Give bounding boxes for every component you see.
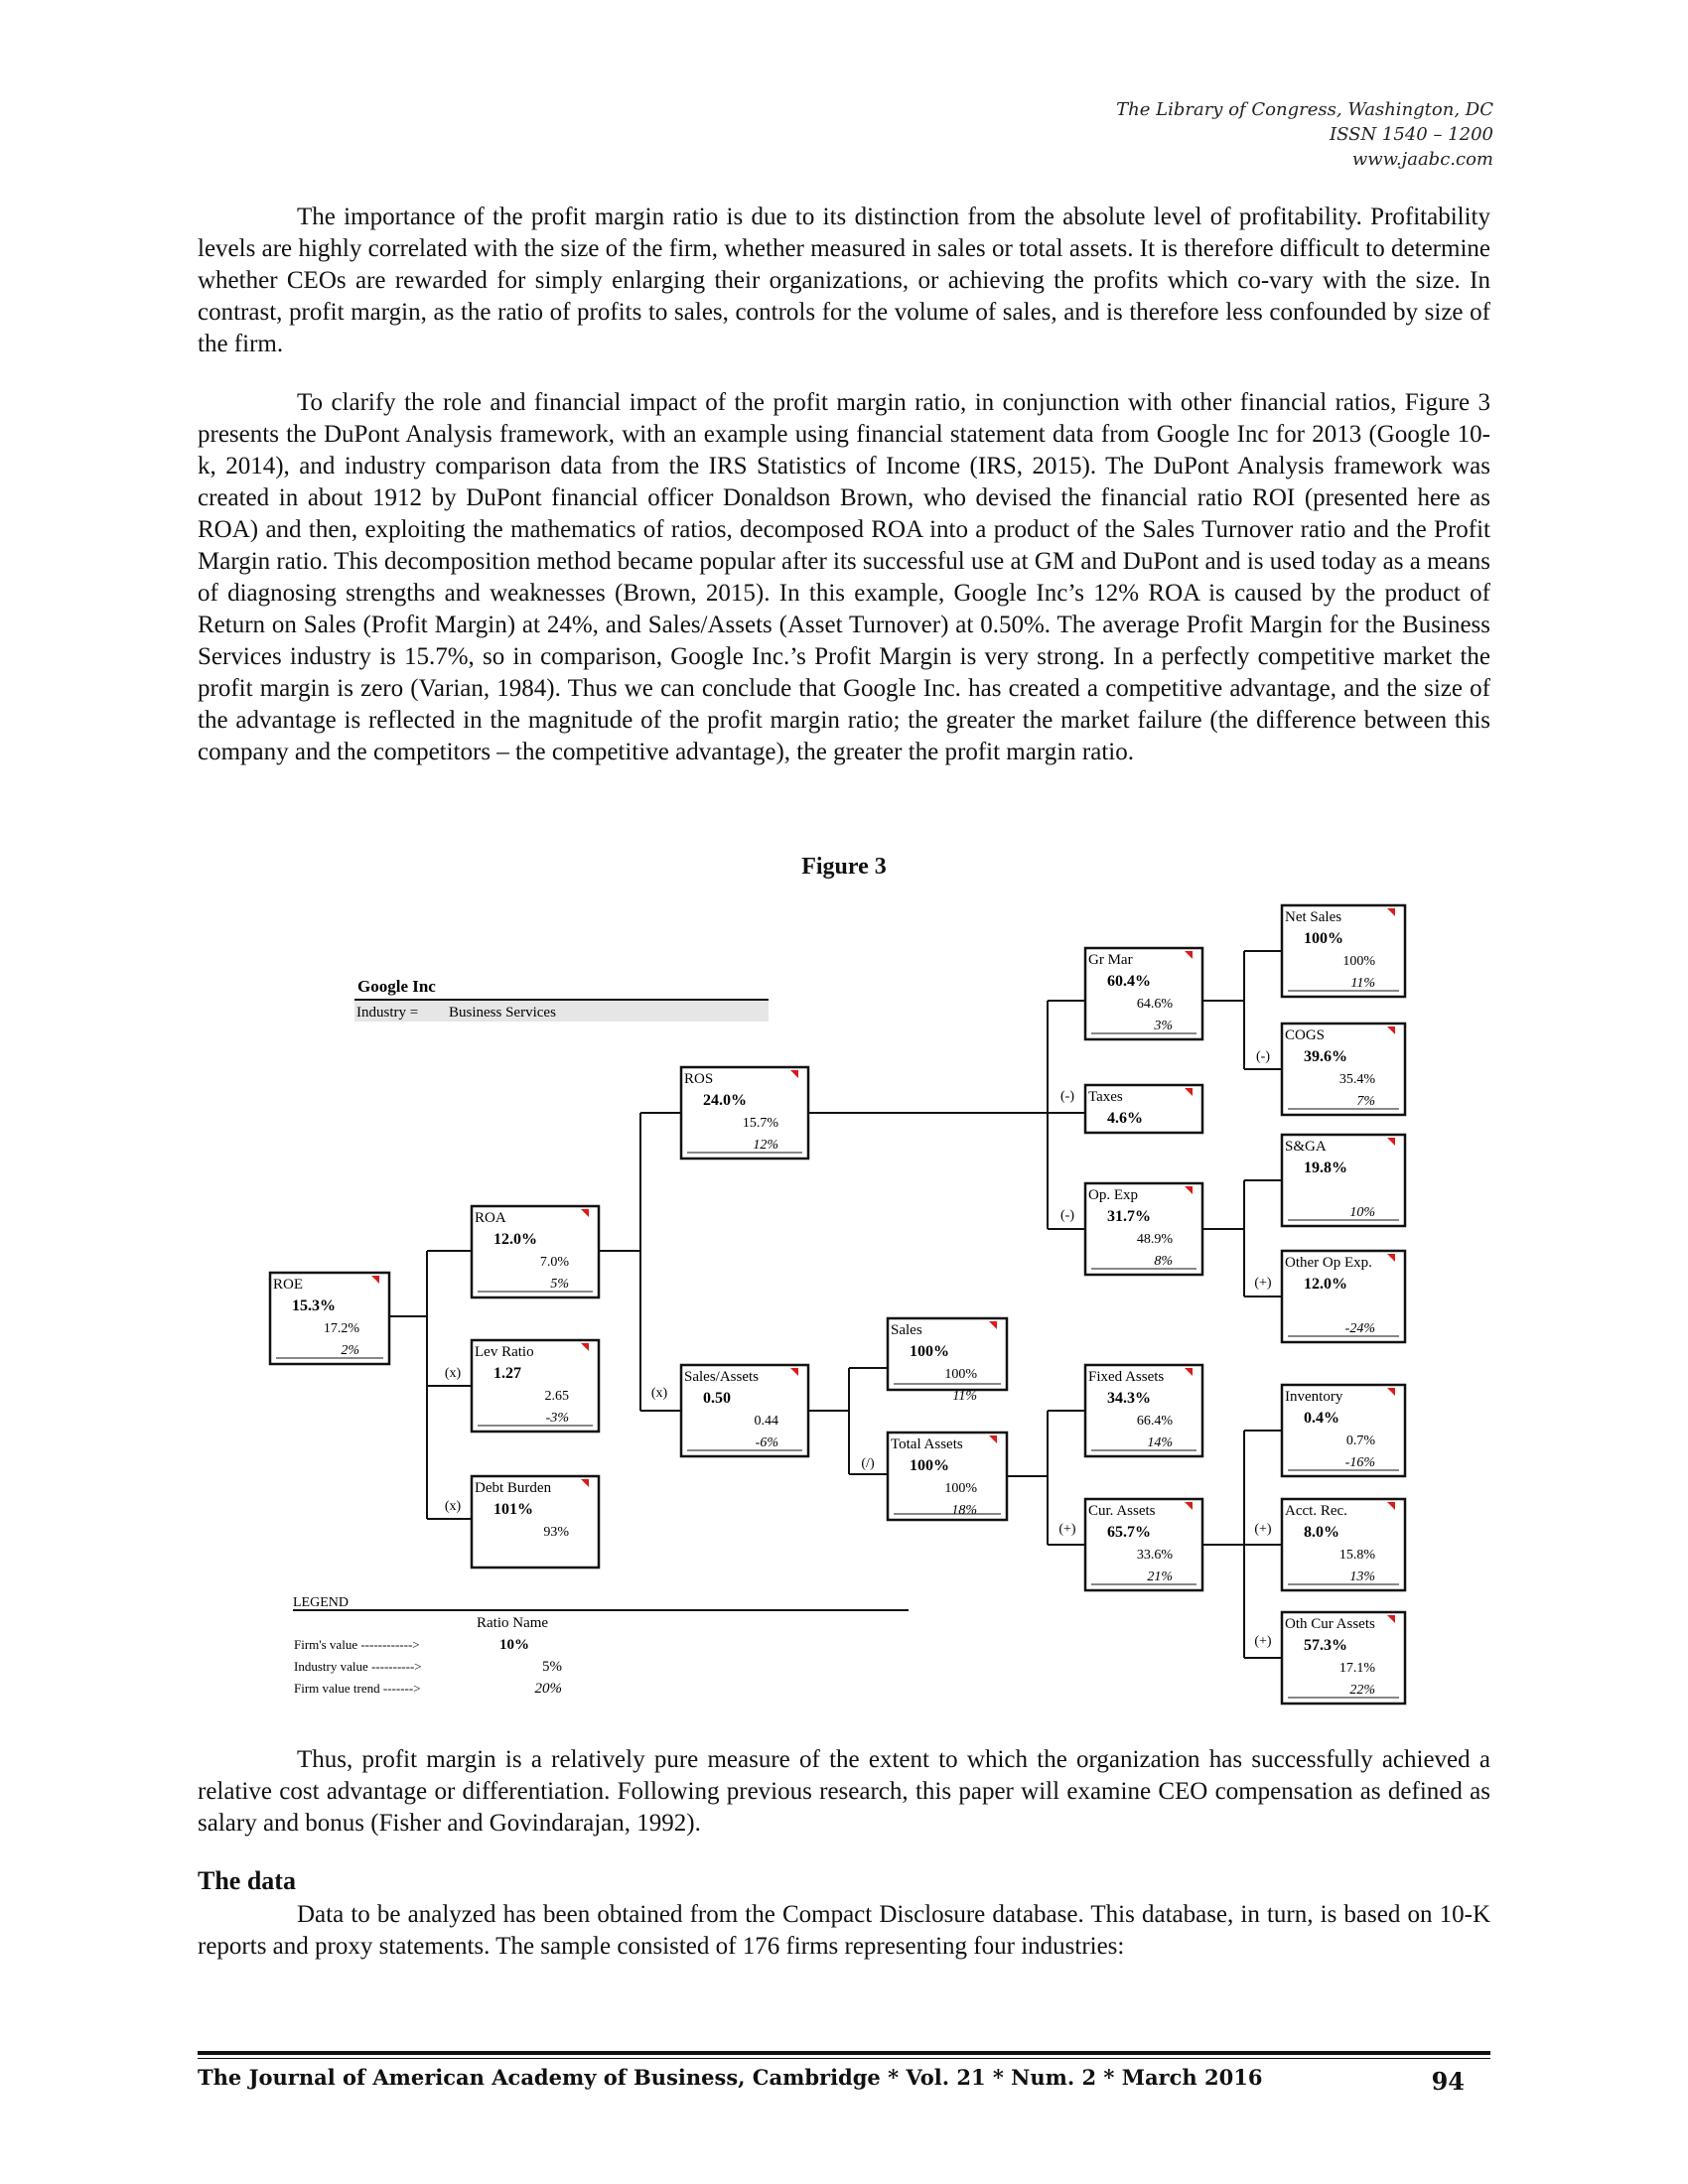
industry-value-net-sales: 100%	[1342, 954, 1375, 969]
industry-value-lev-ratio: 2.65	[544, 1389, 569, 1404]
footer-journal: The Journal of American Academy of Business, Cambridge * Vol. 21 * Num. 2 * March 2016	[198, 2065, 1263, 2090]
firm-value-fixed-assets: 34.3%	[1107, 1390, 1151, 1407]
trend-value-roe: 2%	[341, 1343, 359, 1358]
header-line-3: www.jaabc.com	[1351, 149, 1493, 170]
box-label-s-ga: S&GA	[1285, 1139, 1327, 1155]
firm-value-inventory: 0.4%	[1304, 1410, 1339, 1427]
box-label-net-sales: Net Sales	[1285, 909, 1342, 925]
industry-value-total-assets: 100%	[944, 1481, 977, 1496]
page-number: 94	[1431, 2067, 1465, 2096]
operator-cur-assets: (+)	[1058, 1522, 1076, 1537]
operator-taxes: (-)	[1060, 1089, 1074, 1104]
legend-title: LEGEND	[293, 1595, 349, 1610]
figure-title: Figure 3	[801, 854, 887, 880]
header-line-2: ISSN 1540 – 1200	[1330, 124, 1493, 145]
industry-value-gr-mar: 64.6%	[1136, 997, 1173, 1012]
box-label-oth-cur-assets: Oth Cur Assets	[1285, 1616, 1375, 1632]
box-label-inventory: Inventory	[1285, 1389, 1343, 1405]
trend-value-total-assets: 18%	[951, 1503, 977, 1518]
firm-value-op-exp: 31.7%	[1107, 1208, 1151, 1225]
industry-value-sales-assets: 0.44	[754, 1414, 778, 1429]
header-line-1: The Library of Congress, Washington, DC	[1116, 99, 1493, 120]
box-label-cur-assets: Cur. Assets	[1088, 1503, 1156, 1519]
box-label-cogs: COGS	[1285, 1027, 1326, 1043]
box-label-roe: ROE	[273, 1277, 303, 1293]
firm-value-gr-mar: 60.4%	[1107, 973, 1151, 990]
firm-value-net-sales: 100%	[1304, 930, 1343, 947]
firm-value-sales: 100%	[910, 1343, 949, 1360]
industry-label: Industry =	[356, 1005, 419, 1021]
legend-label-1: Industry value ---------->	[294, 1659, 422, 1674]
industry-value-oth-cur-assets: 17.1%	[1338, 1661, 1375, 1676]
box-label-lev-ratio: Lev Ratio	[475, 1344, 534, 1360]
operator-total-assets: (/)	[861, 1456, 875, 1471]
firm-value-oth-cur-assets: 57.3%	[1304, 1637, 1347, 1654]
trend-value-cogs: 7%	[1356, 1094, 1375, 1109]
firm-value-lev-ratio: 1.27	[493, 1365, 521, 1382]
paragraph-3: Thus, profit margin is a relatively pure measure of the extent to which the organization has successfully achieved a relative cost advantage or differentiation. Following previous research, this paper will examine CEO compensation as defined as salary and bonus (Fisher and Govindarajan, 1992).	[198, 1746, 1490, 1837]
legend-ratio-name: Ratio Name	[477, 1615, 549, 1631]
operator-debt-burden: (x)	[444, 1499, 462, 1514]
box-label-acct-rec: Acct. Rec.	[1285, 1503, 1347, 1519]
box-label-debt-burden: Debt Burden	[475, 1480, 552, 1496]
trend-value-ros: 12%	[753, 1138, 778, 1153]
box-label-sales-assets: Sales/Assets	[684, 1369, 759, 1385]
firm-value-roe: 15.3%	[292, 1297, 336, 1314]
industry-value-sales: 100%	[944, 1367, 977, 1382]
box-label-taxes: Taxes	[1088, 1089, 1123, 1105]
industry-value-ros: 15.7%	[742, 1116, 778, 1131]
firm-value-debt-burden: 101%	[493, 1501, 533, 1518]
box-label-op-exp: Op. Exp	[1088, 1187, 1138, 1203]
industry-value-roa: 7.0%	[539, 1255, 569, 1270]
paragraph-4: Data to be analyzed has been obtained from the Compact Disclosure database. This database, in turn, is based on 10-K reports and proxy statements. The sample consisted of 176 firms representing four industries:	[198, 1901, 1490, 1960]
figure-company: Google Inc	[357, 977, 436, 996]
operator-oth-cur-assets: (+)	[1254, 1634, 1272, 1649]
firm-value-cogs: 39.6%	[1304, 1048, 1347, 1065]
trend-value-net-sales: 11%	[1350, 976, 1375, 991]
trend-value-s-ga: 10%	[1349, 1205, 1375, 1220]
firm-value-cur-assets: 65.7%	[1107, 1524, 1151, 1541]
box-label-ros: ROS	[684, 1071, 714, 1087]
firm-value-acct-rec: 8.0%	[1304, 1524, 1339, 1541]
footer-rule-thin	[198, 2058, 1490, 2059]
legend-value-1: 5%	[542, 1659, 562, 1675]
box-label-other-op-exp: Other Op Exp.	[1285, 1255, 1372, 1271]
operator-lev-ratio: (x)	[444, 1366, 462, 1381]
industry-value-inventory: 0.7%	[1345, 1433, 1375, 1448]
firm-value-total-assets: 100%	[910, 1457, 949, 1474]
industry-value-cur-assets: 33.6%	[1136, 1548, 1173, 1563]
legend-value-0: 10%	[499, 1637, 529, 1653]
trend-value-sales: 11%	[952, 1389, 977, 1404]
firm-value-s-ga: 19.8%	[1304, 1160, 1347, 1176]
operator-other-op-exp: (+)	[1254, 1276, 1272, 1291]
trend-value-fixed-assets: 14%	[1147, 1435, 1173, 1450]
industry-value-roe: 17.2%	[323, 1321, 359, 1336]
industry-value-cogs: 35.4%	[1338, 1072, 1375, 1087]
industry-value-fixed-assets: 66.4%	[1136, 1414, 1173, 1429]
firm-value-roa: 12.0%	[493, 1231, 537, 1248]
trend-value-op-exp: 8%	[1154, 1254, 1173, 1269]
industry-value-acct-rec: 15.8%	[1338, 1548, 1375, 1563]
trend-value-oth-cur-assets: 22%	[1349, 1683, 1375, 1698]
trend-value-roa: 5%	[550, 1277, 569, 1292]
legend-label-2: Firm value trend ------->	[294, 1681, 421, 1696]
industry-value: Business Services	[449, 1005, 556, 1021]
firm-value-other-op-exp: 12.0%	[1304, 1276, 1347, 1293]
box-label-sales: Sales	[891, 1322, 922, 1338]
firm-value-sales-assets: 0.50	[703, 1390, 731, 1407]
box-label-roa: ROA	[475, 1210, 506, 1226]
box-label-gr-mar: Gr Mar	[1088, 952, 1133, 968]
paragraph-1: The importance of the profit margin ratio is due to its distinction from the absolute level of profitability. Profitability levels are highly correlated with the size of the firm, whether measured in sales or total assets. It is therefore difficult to determine whether CEOs are rewarded for simply enlarging their organizations, or achieving the profits which co-vary with the size. In contrast, profit margin, as the ratio of profits to sales, controls for the volume of sales, and is therefore less confounded by size of the firm.	[198, 204, 1490, 357]
box-label-fixed-assets: Fixed Assets	[1088, 1369, 1165, 1385]
trend-value-cur-assets: 21%	[1147, 1570, 1173, 1584]
trend-value-acct-rec: 13%	[1349, 1570, 1375, 1584]
section-heading: The data	[198, 1866, 296, 1895]
operator-op-exp: (-)	[1060, 1208, 1074, 1223]
paragraph-2: To clarify the role and financial impact of the profit margin ratio, in conjunction with other financial ratios, Figure 3 presents the DuPont Analysis framework, with an example using financial statement data from Google Inc for 2013 (Google 10-k, 2014), and industry comparison data from the IRS Statistics of Income (IRS, 2015). The DuPont Analysis framework was created in about 1912 by DuPont financial officer Donaldson Brown, who devised the financial ratio ROI (presented here as ROA) and then, exploiting the mathematics of ratios, decomposed ROA into a product of the Sales Turnover ratio and the Profit Margin ratio. This decomposition method became popular after its successful use at GM and DuPont and is used today as a means of diagnosing strengths and weaknesses (Brown, 2015). In this example, Google Inc’s 12% ROA is caused by the product of Return on Sales (Profit Margin) at 24%, and Sales/Assets (Asset Turnover) at 0.50%. The average Profit Margin for the Business Services industry is 15.7%, so in comparison, Google Inc.’s Profit Margin is very strong. In a perfectly competitive market the profit margin is zero (Varian, 1984). Thus we can conclude that Google Inc. has created a competitive advantage, and the size of the advantage is reflected in the magnitude of the profit margin ratio; the greater the market failure (the difference between this company and the competitors – the competitive advantage), the greater the profit margin ratio.	[198, 389, 1490, 765]
operator-acct-rec: (+)	[1254, 1522, 1272, 1537]
trend-value-lev-ratio: -3%	[545, 1411, 569, 1426]
legend-label-0: Firm's value ------------>	[294, 1637, 420, 1652]
footer-rule	[198, 2051, 1490, 2055]
legend-value-2: 20%	[534, 1681, 562, 1697]
trend-value-gr-mar: 3%	[1154, 1019, 1173, 1033]
trend-value-inventory: -16%	[1344, 1455, 1375, 1470]
firm-value-taxes: 4.6%	[1107, 1110, 1143, 1127]
trend-value-sales-assets: -6%	[755, 1435, 778, 1450]
industry-value-op-exp: 48.9%	[1136, 1232, 1173, 1247]
industry-value-debt-burden: 93%	[543, 1525, 569, 1540]
operator-sales-assets: (x)	[650, 1386, 668, 1401]
box-label-total-assets: Total Assets	[891, 1436, 963, 1452]
trend-value-other-op-exp: -24%	[1344, 1321, 1375, 1336]
operator-cogs: (-)	[1256, 1049, 1270, 1064]
firm-value-ros: 24.0%	[703, 1092, 747, 1109]
page-footer	[198, 2065, 1490, 2096]
